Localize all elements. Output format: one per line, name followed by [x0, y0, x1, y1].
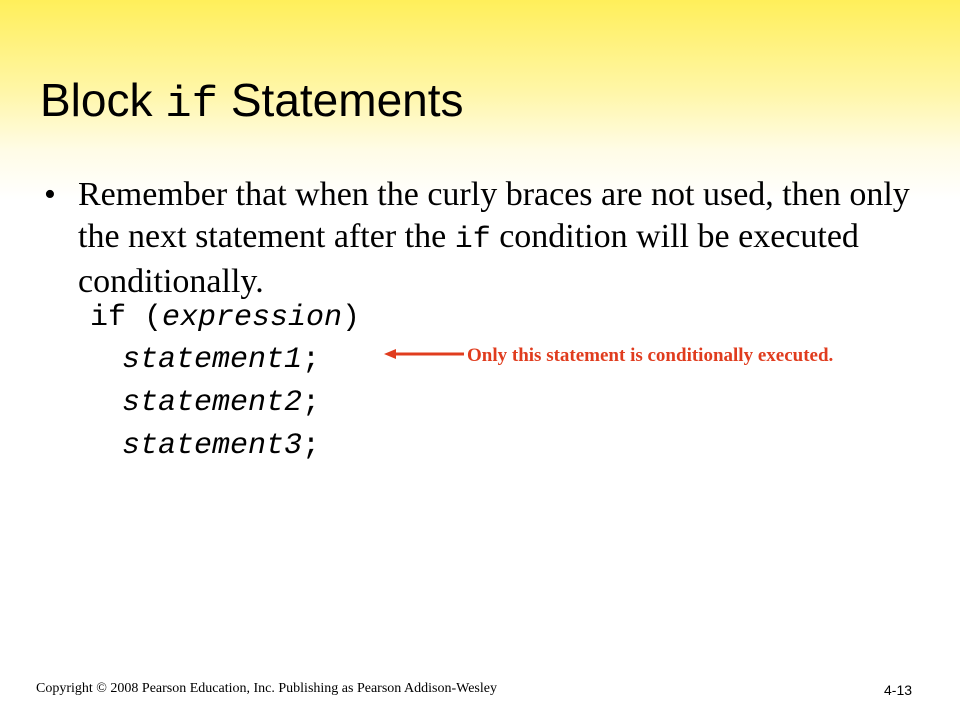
code-expression-placeholder: expression [162, 301, 343, 335]
code-line-if [90, 298, 360, 338]
code-statement2: statement2 [122, 386, 303, 420]
bullet-marker: • [44, 176, 56, 213]
code-statement3: statement3 [122, 429, 303, 463]
code-line-statement3 [122, 426, 320, 466]
annotation-text: Only this statement is conditionally executed. [467, 345, 834, 366]
code-line-statement2 [122, 383, 320, 423]
code-semicolon: ; [302, 343, 321, 377]
title-text-post: Statements [218, 74, 464, 126]
code-semicolon: ; [302, 386, 321, 420]
slide-page-number: 4-13 [884, 682, 913, 698]
code-line-statement1 [122, 340, 320, 380]
bullet-code-keyword: if [454, 223, 491, 257]
bullet-text-part1: Remember that when the curly braces are not used, then only the next statement after the [78, 176, 910, 255]
code-statement1: statement1 [122, 343, 303, 377]
title-text-pre: Block [40, 74, 166, 126]
title-code-keyword: if [165, 80, 219, 130]
code-if-keyword: if ( [90, 301, 163, 335]
bullet-text [78, 174, 918, 303]
slide-title [40, 70, 464, 135]
code-if-close-paren: ) [342, 301, 361, 335]
footer-copyright: Copyright © 2008 Pearson Education, Inc. Publishing as Pearson Addison-Wesley [36, 681, 497, 696]
annotation-arrow-icon [384, 346, 464, 362]
bullet-text-part2: condition will be executed conditionally. [78, 218, 859, 300]
code-semicolon: ; [302, 429, 321, 463]
